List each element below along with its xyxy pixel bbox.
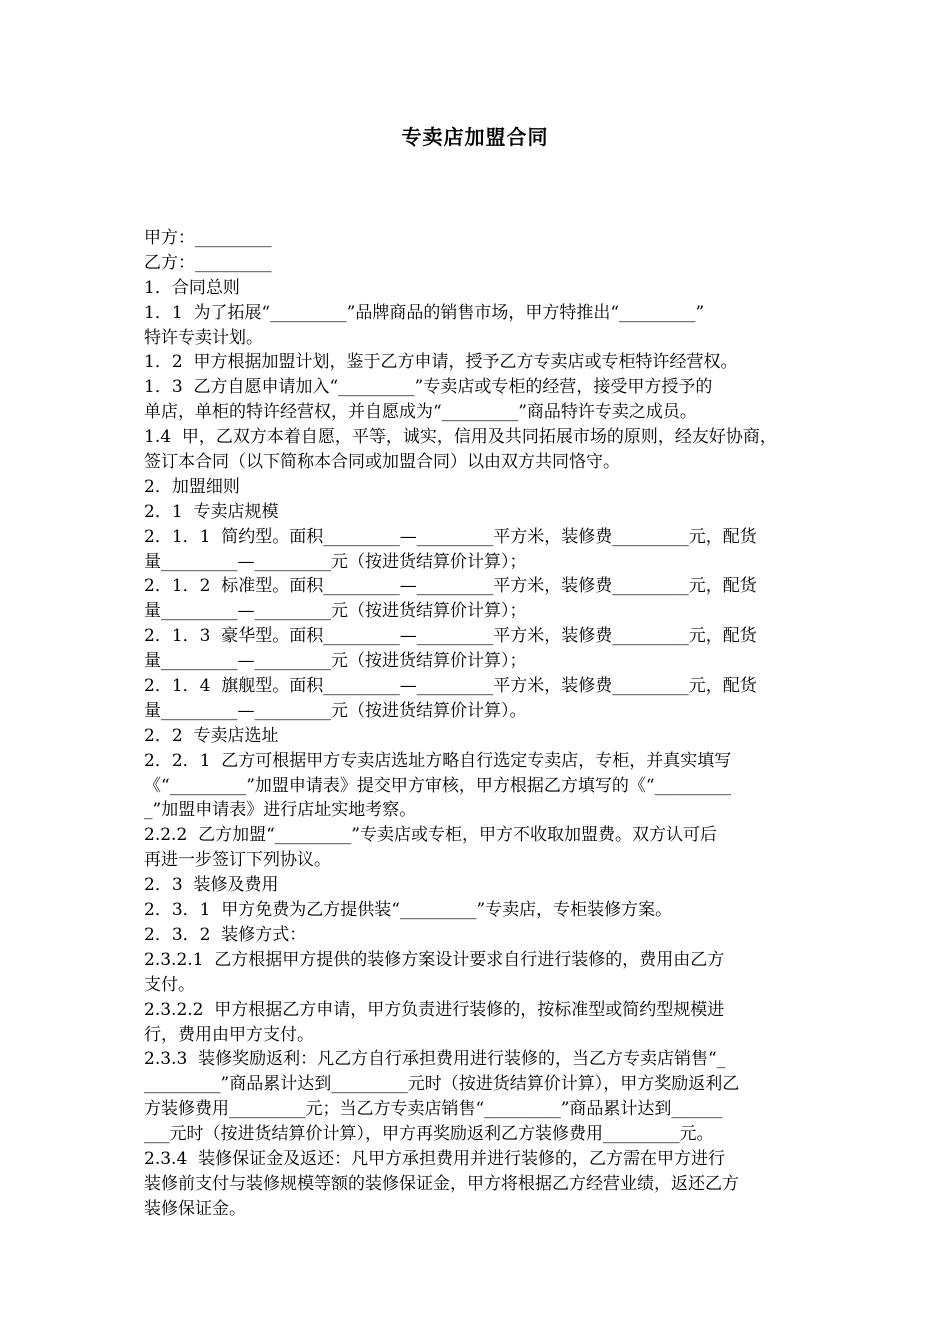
- clause-line: 1.4 甲，乙双方本着自愿，平等，诚实，信用及共同拓展市场的原则，经友好协商，: [144, 427, 777, 448]
- section-heading: 2．加盟细则: [144, 476, 240, 497]
- clause-line: 2．2．1 乙方可根据甲方专卖店选址方略自行选定专卖店，专柜，并真实填写: [144, 750, 732, 771]
- clause-line: 量_________—_________元（按进货结算价计算）；: [144, 601, 527, 622]
- party-a-line: 甲方：_________: [144, 228, 272, 248]
- clause-line: 2．1．3 豪华型。面积_________—_________平方米，装修费_________元，配货: [144, 626, 757, 647]
- clause-line: 签订本合同（以下简称本合同或加盟合同）以由双方共同恪守。: [144, 452, 620, 473]
- clause-line: 单店，单柜的特许经营权，并自愿成为“_________”商品特许专卖之成员。: [144, 402, 697, 423]
- clause-line: 《“_________”加盟申请表》提交甲方审核，甲方根据乙方填写的《“_________: [144, 775, 732, 796]
- section-heading: 1．合同总则: [144, 277, 240, 298]
- clause-line: 2．1．4 旗舰型。面积_________—_________平方米，装修费_________元，配货: [144, 676, 757, 697]
- clause-line: 2．1．2 标准型。面积_________—_________平方米，装修费_________元，配货: [144, 576, 757, 597]
- document-title: 专卖店加盟合同: [401, 125, 549, 149]
- clause-line: 1．2 甲方根据加盟计划，鉴于乙方申请，授予乙方专卖店或专柜特许经营权。: [144, 352, 738, 373]
- clause-line: 特许专卖计划。: [144, 327, 263, 348]
- clause-line: 支付。: [144, 974, 195, 995]
- clause-line: 2．1．1 简约型。面积_________—_________平方米，装修费_________元，配货: [144, 526, 757, 547]
- clause-line: 方装修费用_________元；当乙方专卖店销售“_________”商品累计达到______: [144, 1099, 723, 1120]
- clause-line: 量_________—_________元（按进货结算价计算）；: [144, 551, 527, 572]
- clause-line: 装修保证金。: [144, 1198, 246, 1219]
- party-b-line: 乙方：_________: [144, 252, 272, 273]
- subsection-heading: 2．3 装修及费用: [144, 875, 279, 896]
- clause-line: ___元时（按进货结算价计算），甲方再奖励返利乙方装修费用_________元。: [144, 1124, 714, 1145]
- subsection-heading: 2．2 专卖店选址: [144, 725, 279, 746]
- clause-line: 1．1 为了拓展“_________”品牌商品的销售市场，甲方特推出“_________”: [144, 302, 705, 323]
- clause-line: 1．3 乙方自愿申请加入“_________”专卖店或专柜的经营，接受甲方授予的: [144, 377, 713, 398]
- clause-line: 装修前支付与装修规模等额的装修保证金，甲方将根据乙方经营业绩，返还乙方: [144, 1173, 739, 1194]
- clause-line: 量_________—_________元（按进货结算价计算）；: [144, 651, 527, 672]
- subsection-heading: 2．1 专卖店规模: [144, 501, 279, 522]
- clause-line: 2.3.2.1 乙方根据甲方提供的装修方案设计要求自行进行装修的，费用由乙方: [144, 949, 725, 970]
- clause-line: 量_________—_________元（按进货结算价计算）。: [144, 700, 527, 721]
- clause-line: 2.3.3 装修奖励返利：凡乙方自行承担费用进行装修的，当乙方专卖店销售“_: [144, 1049, 726, 1070]
- clause-line: 再进一步签订下列协议。: [144, 850, 331, 871]
- clause-line: 2.2.2 乙方加盟“_________”专卖店或专柜，甲方不收取加盟费。双方认可后: [144, 825, 717, 846]
- clause-line: _”加盟申请表》进行店址实地考察。: [144, 800, 417, 821]
- contract-body: [144, 226, 810, 1222]
- clause-line: 行，费用由甲方支付。: [144, 1024, 314, 1045]
- clause-line: 2.3.4 装修保证金及返还：凡甲方承担费用并进行装修的，乙方需在甲方进行: [144, 1148, 726, 1169]
- clause-line: 2.3.2.2 甲方根据乙方申请，甲方负责进行装修的，按标准型或简约型规模进: [144, 999, 725, 1020]
- clause-line: 2．3．2 装修方式：: [144, 924, 307, 945]
- clause-line: _________”商品累计达到_________元时（按进货结算价计算），甲方奖励返利乙: [144, 1074, 740, 1095]
- clause-line: 2．3．1 甲方免费为乙方提供装“_________”专卖店，专柜装修方案。: [144, 900, 673, 921]
